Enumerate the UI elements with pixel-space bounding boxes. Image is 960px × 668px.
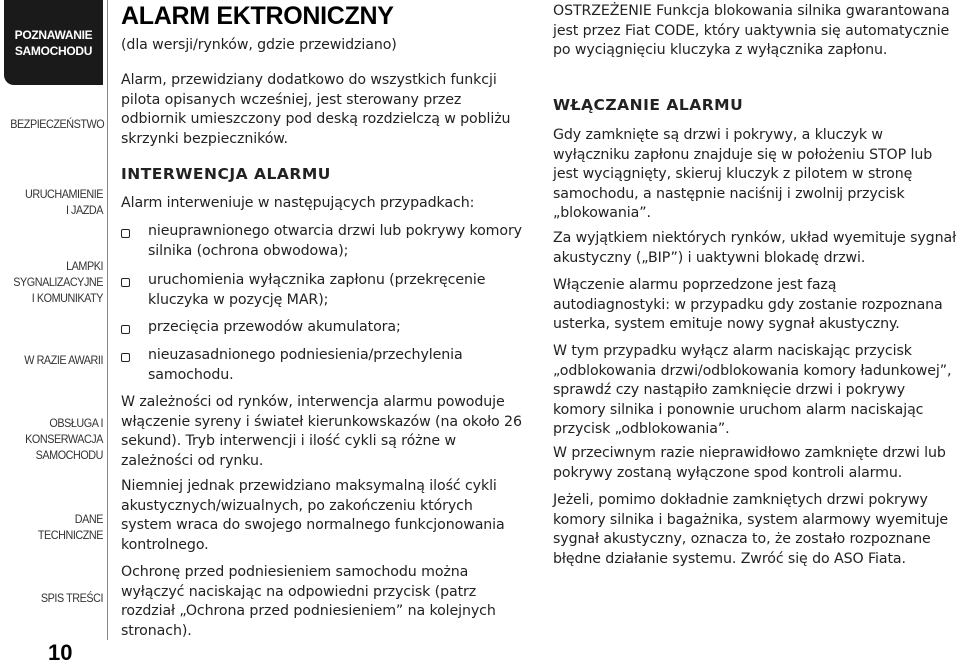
sidebar-item-uruchamianie[interactable]: URUCHAMIENIE I JAZDA [24, 187, 103, 217]
bullet-box-icon [121, 325, 130, 334]
paragraph: W tym przypadku wyłącz alarm naciskając przycisk „odblokowania drzwi/odblokowania komory ładunkowej”, sprawdź czy nastąpiło zamknięcie drzwi i pokrywy komory silnika i ponownie uruchom alarm naciskając przycisk „odblokowania”. [553, 343, 952, 437]
page-number: 10 [48, 640, 73, 665]
sidebar-item-spis[interactable]: SPIS TREŚCI [40, 591, 103, 605]
chapter-sidebar [0, 0, 112, 668]
sidebar-item-obsluga[interactable]: OBSŁUGA I KONSERWACJA SAMOCHODU [25, 416, 103, 462]
section-heading-wlaczanie: WŁĄCZANIE ALARMU [553, 96, 744, 114]
bullet-box-icon [121, 229, 130, 238]
paragraph: Za wyjątkiem niektórych rynków, układ wyemituje sygnał akustyczny („BIP”) i uaktywni blokadę drzwi. [553, 230, 957, 266]
bullet-item: przecięcia przewodów akumulatora; [148, 319, 401, 335]
bullet-item: nieuzasadnionego podniesienia/przechylenia samochodu. [148, 347, 463, 383]
paragraph: W zależności od rynków, interwencja alarmu powoduje włączenie syreny i świateł kierunkowskazów (na około 26 sekund). Tryb interwencji i ilość cykli są różne w zależności od rynku. [121, 394, 522, 469]
bullet-item: uruchomienia wyłącznika zapłonu (przekręcenie kluczyka w pozycję MAR); [148, 272, 486, 308]
bullet-box-icon [121, 353, 130, 362]
intro-paragraph: Alarm, przewidziany dodatkowo do wszystkich funkcji pilota opisanych wcześniej, jest sterowany przez odbiornik umieszczony pod deską rozdzielczą w pobliżu skrzynki bezpieczników. [121, 72, 511, 147]
paragraph: Gdy zamknięte są drzwi i pokrywy, a kluczyk w wyłączniku zapłonu znajduje się w położeniu STOP lub jest wyciągnięty, skieruj kluczyk z pilotem w stronę samochodu, a następnie naciśnij i zwolnij przycisk „blokowania”. [553, 127, 933, 221]
sidebar-item-active[interactable]: POZNAWANIE SAMOCHODU [4, 0, 103, 85]
paragraph: Włączenie alarmu poprzedzone jest fazą autodiagnostyki: w przypadku gdy zostanie rozpoznana usterka, system emituje nowy sygnał akustyczny. [553, 277, 943, 332]
bullet-item: nieuprawnionego otwarcia drzwi lub pokrywy komory silnika (ochrona obwodowa); [148, 223, 522, 259]
section-heading-interwencja: INTERWENCJA ALARMU [121, 165, 331, 183]
paragraph: W przeciwnym razie nieprawidłowo zamknięte drzwi lub pokrywy zostaną wyłączone spod kontroli alarmu. [553, 445, 946, 481]
warning-paragraph: OSTRZEŻENIE Funkcja blokowania silnika gwarantowana jest przez Fiat CODE, który uaktywnia się automatycznie po wyciągnięciu kluczyka z wyłącznika zapłonu. [553, 3, 950, 58]
sidebar-item-bezpieczenstwo[interactable]: BEZPIECZEŃSTWO [10, 117, 105, 131]
sidebar-item-dane[interactable]: DANE TECHNICZNE [37, 512, 103, 542]
lead-paragraph: Alarm interweniuje w następujących przypadkach: [121, 195, 475, 211]
page-title: ALARM EKTRONICZNY [121, 2, 394, 30]
paragraph: Jeżeli, pomimo dokładnie zamkniętych drzwi pokrywy komory silnika i bagażnika, system alarmowy wyemituje sygnał akustyczny, oznacza to, że zostało rozpoznane błędne działanie systemu. Zwróć się do ASO Fiata. [553, 492, 949, 567]
sidebar-item-awarie[interactable]: W RAZIE AWARII [24, 353, 103, 367]
sidebar-item-lampki[interactable]: LAMPKI SYGNALIZACYJNE I KOMUNIKATY [13, 259, 104, 305]
sidebar-divider [107, 0, 108, 640]
paragraph: Niemniej jednak przewidziano maksymalną ilość cykli akustycznych/wizualnych, po zakończeniu których system wraca do swojego normalnego funkcjonowania kontrolnego. [121, 478, 505, 553]
bullet-box-icon [121, 278, 130, 287]
paragraph: Ochronę przed podniesieniem samochodu można wyłączyć naciskając na odpowiedni przycisk (patrz rozdział „Ochrona przed podniesieniem” na kolejnych stronach). [121, 564, 496, 639]
subtitle: (dla wersji/rynków, gdzie przewidziano) [121, 37, 397, 53]
